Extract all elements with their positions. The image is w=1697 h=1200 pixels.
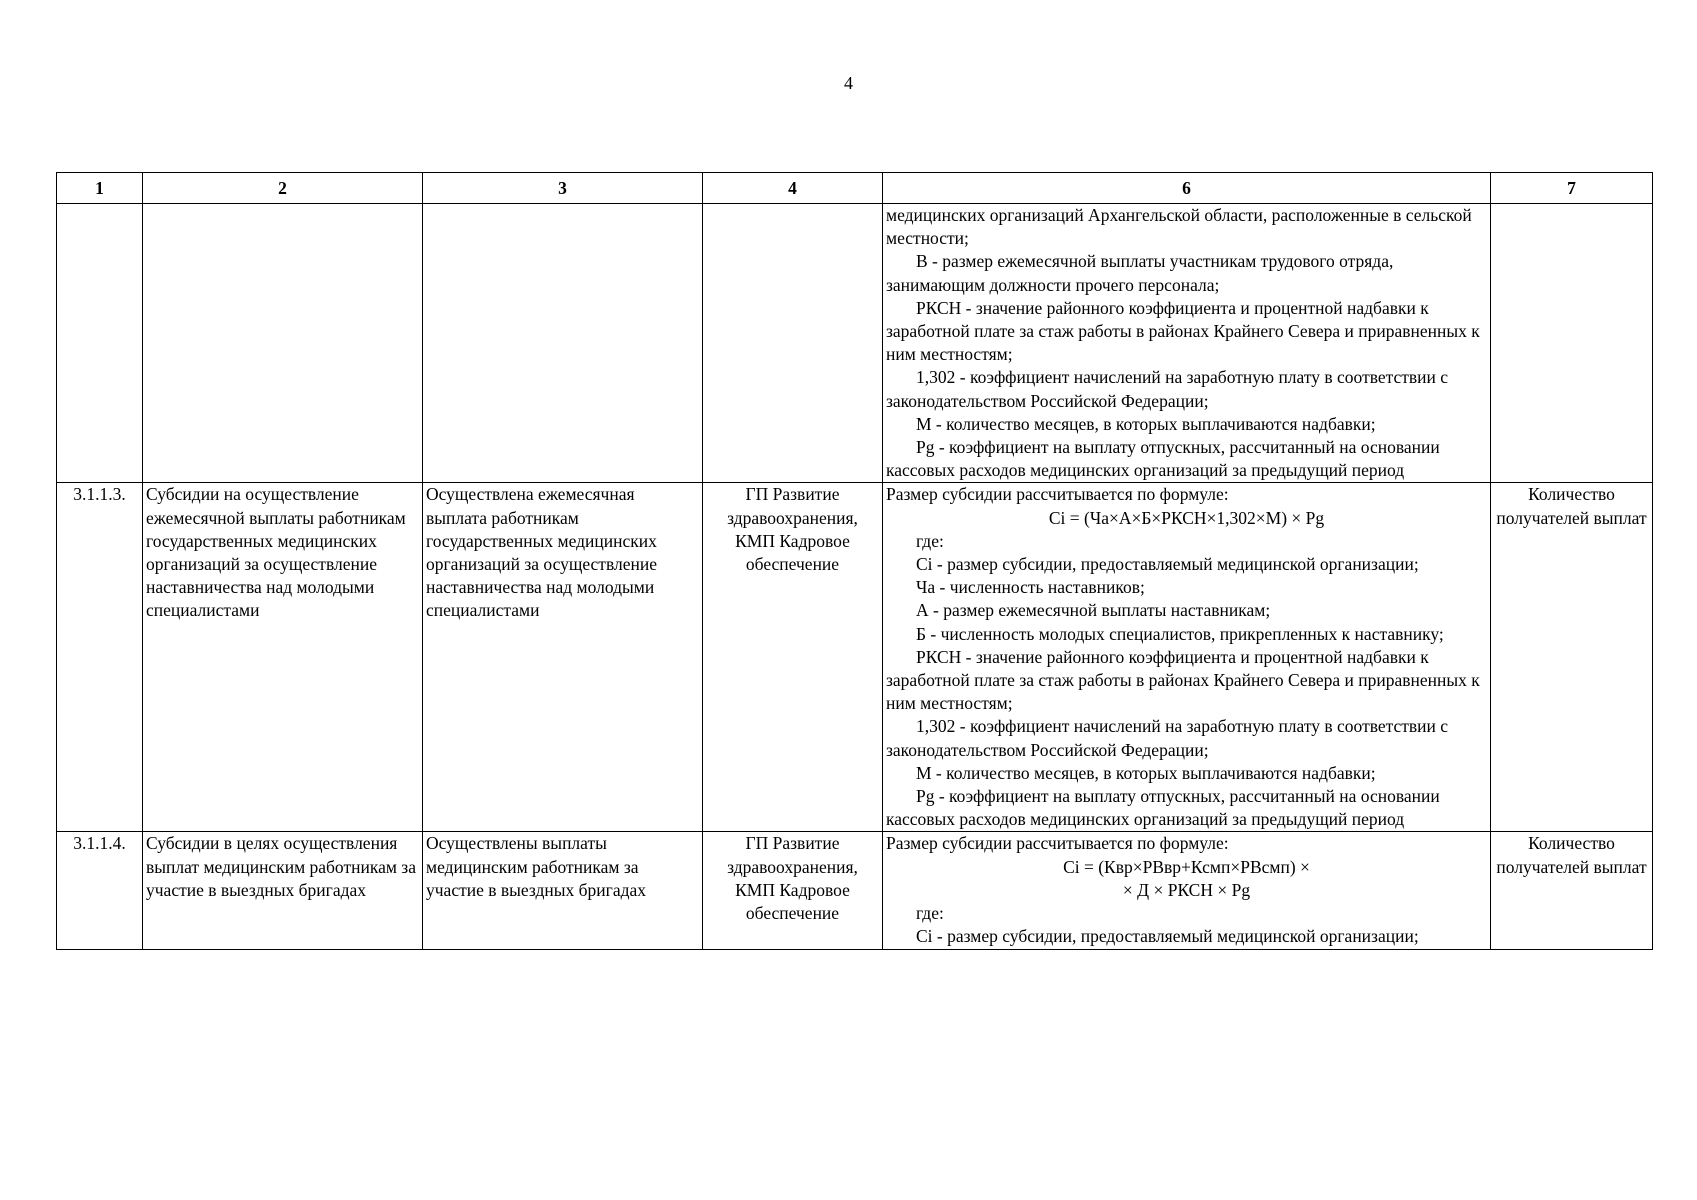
header-col-6: 6 [883, 173, 1491, 204]
cell-measure-name: Субсидии в целях осуществления выплат медицинским работникам за участие в выездных бригадах [143, 832, 423, 949]
formula-line: × Д × РКСН × Pg [1122, 879, 1251, 900]
cell-number: 3.1.1.4. [57, 832, 143, 949]
method-paragraph: где: [916, 530, 944, 551]
cell-number: 3.1.1.3. [57, 483, 143, 832]
formula-line: Ci = (Квр×РВвр+Ксмп×РВсмп) × [1063, 856, 1310, 877]
method-paragraph: Ча - численность наставников; [916, 577, 1145, 598]
cell-program [703, 204, 883, 483]
method-paragraph: Размер субсидии рассчитывается по формуле: [886, 833, 1229, 854]
cell-program: ГП Развитие здравоохранения, КМП Кадровое обеспечение [703, 483, 883, 832]
method-paragraph: РКСН - значение районного коэффициента и процентной надбавки к заработной плате за стаж работы в районах Крайнего Севера и приравненных к ним местностям; [886, 297, 1480, 365]
cell-calculation-method [883, 832, 1491, 949]
method-paragraph: Pg - коэффициент на выплату отпускных, рассчитанный на основании кассовых расходов медицинских организаций за предыдущий период [886, 786, 1440, 830]
method-paragraph: РКСН - значение районного коэффициента и процентной надбавки к заработной плате за стаж работы в районах Крайнего Севера и приравненных к ним местностям; [886, 646, 1480, 714]
header-col-1: 1 [57, 173, 143, 204]
formula-line: Ci = (Ча×А×Б×РКСН×1,302×М) × Pg [1048, 507, 1325, 528]
method-paragraph: Ci - размер субсидии, предоставляемый медицинской организации; [916, 926, 1419, 947]
cell-program: ГП Развитие здравоохранения, КМП Кадровое обеспечение [703, 832, 883, 949]
method-paragraph: где: [916, 903, 944, 924]
method-paragraph: медицинских организаций Архангельской области, расположенные в сельской местности; [886, 205, 1472, 249]
header-row [57, 173, 1653, 204]
cell-number [57, 204, 143, 483]
cell-calculation-method [883, 204, 1491, 483]
table-row [57, 204, 1653, 483]
main-table [56, 172, 1653, 950]
cell-measure-name [143, 204, 423, 483]
method-paragraph: А - размер ежемесячной выплаты наставникам; [916, 600, 1271, 621]
table-row [57, 483, 1653, 832]
header-col-3: 3 [423, 173, 703, 204]
header-col-2: 2 [143, 173, 423, 204]
method-paragraph: Ci - размер субсидии, предоставляемый медицинской организации; [916, 554, 1419, 575]
method-paragraph: Pg - коэффициент на выплату отпускных, рассчитанный на основании кассовых расходов медицинских организаций за предыдущий период [886, 437, 1440, 481]
method-paragraph: М - количество месяцев, в которых выплачиваются надбавки; [916, 762, 1376, 783]
cell-result: Осуществлены выплаты медицинским работникам за участие в выездных бригадах [423, 832, 703, 949]
method-paragraph: Б - численность молодых специалистов, прикрепленных к наставнику; [916, 623, 1444, 644]
cell-indicator: Количество получателей выплат [1491, 832, 1653, 949]
cell-result: Осуществлена ежемесячная выплата работникам государственных медицинских организаций за осуществление наставничества над молодыми специалистами [423, 483, 703, 832]
cell-result [423, 204, 703, 483]
cell-calculation-method [883, 483, 1491, 832]
method-paragraph: 1,302 - коэффициент начислений на заработную плату в соответствии с законодательством Российской Федерации; [886, 367, 1449, 411]
header-col-4: 4 [703, 173, 883, 204]
table-row [57, 832, 1653, 949]
header-col-7: 7 [1491, 173, 1653, 204]
page-number: 4 [844, 73, 853, 93]
method-paragraph: В - размер ежемесячной выплаты участникам трудового отряда, занимающим должности прочего персонала; [886, 251, 1394, 295]
method-paragraph: М - количество месяцев, в которых выплачиваются надбавки; [916, 413, 1376, 434]
cell-indicator [1491, 204, 1653, 483]
cell-measure-name: Субсидии на осуществление ежемесячной выплаты работникам государственных медицинских организаций за осуществление наставничества над молодыми специалистами [143, 483, 423, 832]
method-paragraph: Размер субсидии рассчитывается по формуле: [886, 484, 1229, 505]
cell-indicator: Количество получателей выплат [1491, 483, 1653, 832]
method-paragraph: 1,302 - коэффициент начислений на заработную плату в соответствии с законодательством Российской Федерации; [886, 716, 1449, 760]
